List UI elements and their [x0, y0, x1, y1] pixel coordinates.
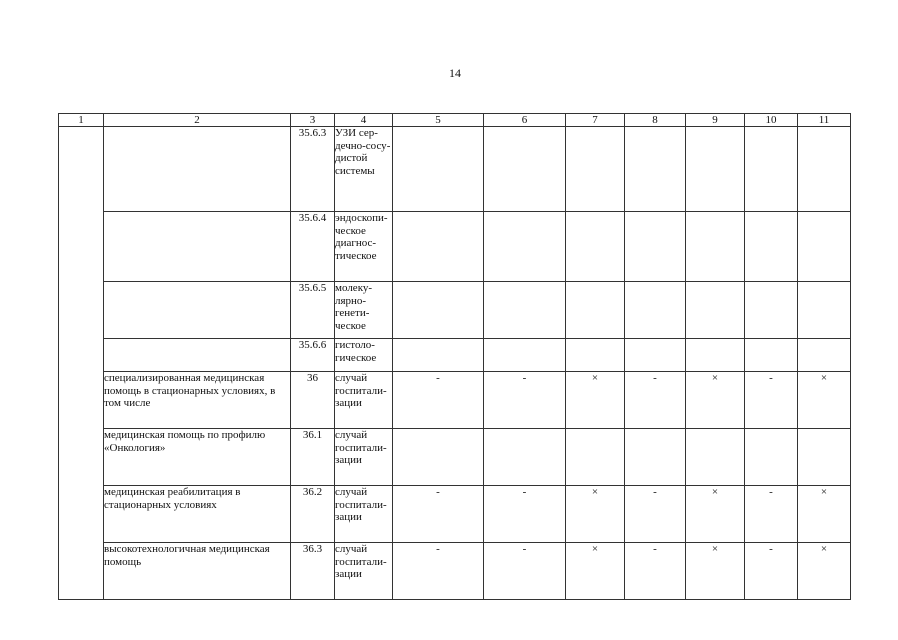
row-code: 35.6.3 [291, 127, 335, 212]
data-table [58, 113, 851, 600]
table-row [59, 429, 851, 486]
row-code: 35.6.5 [291, 282, 335, 339]
value-cell [566, 339, 625, 372]
column-header: 11 [798, 114, 851, 127]
value-cell [484, 429, 566, 486]
column-header: 6 [484, 114, 566, 127]
value-cell: × [566, 486, 625, 543]
value-cell [798, 282, 851, 339]
column-header: 7 [566, 114, 625, 127]
row-description: медицинская помощь по профилю «Онкология» [104, 429, 291, 486]
value-cell: × [686, 543, 745, 600]
value-cell [745, 282, 798, 339]
value-cell: - [625, 486, 686, 543]
value-cell [566, 127, 625, 212]
value-cell: - [393, 372, 484, 429]
value-cell [745, 429, 798, 486]
value-cell: - [484, 372, 566, 429]
value-cell [686, 212, 745, 282]
value-cell: - [745, 372, 798, 429]
table-row [59, 212, 851, 282]
value-cell: - [484, 543, 566, 600]
row-code: 36.3 [291, 543, 335, 600]
value-cell [566, 282, 625, 339]
row-description: медицинская реабилитация в стационарных условиях [104, 486, 291, 543]
value-cell: × [566, 372, 625, 429]
value-cell [393, 429, 484, 486]
row-code: 36.2 [291, 486, 335, 543]
row-unit: случай госпитализации [335, 486, 393, 543]
value-cell [625, 339, 686, 372]
page-number: 14 [449, 66, 461, 80]
value-cell [625, 429, 686, 486]
row-unit: случай госпитализации [335, 372, 393, 429]
row-code: 35.6.6 [291, 339, 335, 372]
value-cell [745, 212, 798, 282]
value-cell [393, 339, 484, 372]
row-unit: случай госпитализации [335, 543, 393, 600]
value-cell [393, 282, 484, 339]
table-row [59, 543, 851, 600]
value-cell [566, 429, 625, 486]
value-cell [686, 282, 745, 339]
row-unit: УЗИ сердечно-сосудистой системы [335, 127, 393, 212]
row-code: 36 [291, 372, 335, 429]
value-cell: - [484, 486, 566, 543]
value-cell: × [798, 543, 851, 600]
value-cell: - [393, 486, 484, 543]
value-cell [484, 339, 566, 372]
row-description [104, 282, 291, 339]
value-cell [798, 429, 851, 486]
column-header: 10 [745, 114, 798, 127]
table-row [59, 486, 851, 543]
row-code: 36.1 [291, 429, 335, 486]
row-unit: эндоскопическое диагностическое [335, 212, 393, 282]
value-cell: × [566, 543, 625, 600]
row-unit: молекулярно-генетическое [335, 282, 393, 339]
row-description: высокотехнологичная медицинская помощь [104, 543, 291, 600]
column-header: 2 [104, 114, 291, 127]
value-cell: - [393, 543, 484, 600]
row-description [104, 339, 291, 372]
row-code: 35.6.4 [291, 212, 335, 282]
value-cell: - [745, 543, 798, 600]
column-header: 4 [335, 114, 393, 127]
column-header: 9 [686, 114, 745, 127]
value-cell [484, 282, 566, 339]
value-cell [393, 212, 484, 282]
column-header: 5 [393, 114, 484, 127]
row-description [104, 212, 291, 282]
value-cell [625, 127, 686, 212]
value-cell: × [686, 486, 745, 543]
value-cell [745, 339, 798, 372]
value-cell [798, 339, 851, 372]
row-unit: случай госпитализации [335, 429, 393, 486]
value-cell: - [745, 486, 798, 543]
value-cell [625, 282, 686, 339]
value-cell [745, 127, 798, 212]
value-cell [625, 212, 686, 282]
value-cell: × [686, 372, 745, 429]
column-header: 1 [59, 114, 104, 127]
value-cell [686, 127, 745, 212]
value-cell [686, 429, 745, 486]
value-cell: - [625, 372, 686, 429]
value-cell [798, 127, 851, 212]
value-cell: × [798, 486, 851, 543]
column-header: 3 [291, 114, 335, 127]
row-unit: гистологическое [335, 339, 393, 372]
value-cell [484, 212, 566, 282]
value-cell [686, 339, 745, 372]
value-cell: - [625, 543, 686, 600]
table-row [59, 127, 851, 212]
row-description [104, 127, 291, 212]
value-cell [484, 127, 566, 212]
value-cell: × [798, 372, 851, 429]
table-row [59, 339, 851, 372]
row-description: специализированная медицинская помощь в стационарных условиях, в том числе [104, 372, 291, 429]
value-cell [566, 212, 625, 282]
row-group-cell [59, 127, 104, 600]
column-number-row [59, 114, 851, 127]
value-cell [798, 212, 851, 282]
table-row [59, 372, 851, 429]
column-header: 8 [625, 114, 686, 127]
table-row [59, 282, 851, 339]
value-cell [393, 127, 484, 212]
